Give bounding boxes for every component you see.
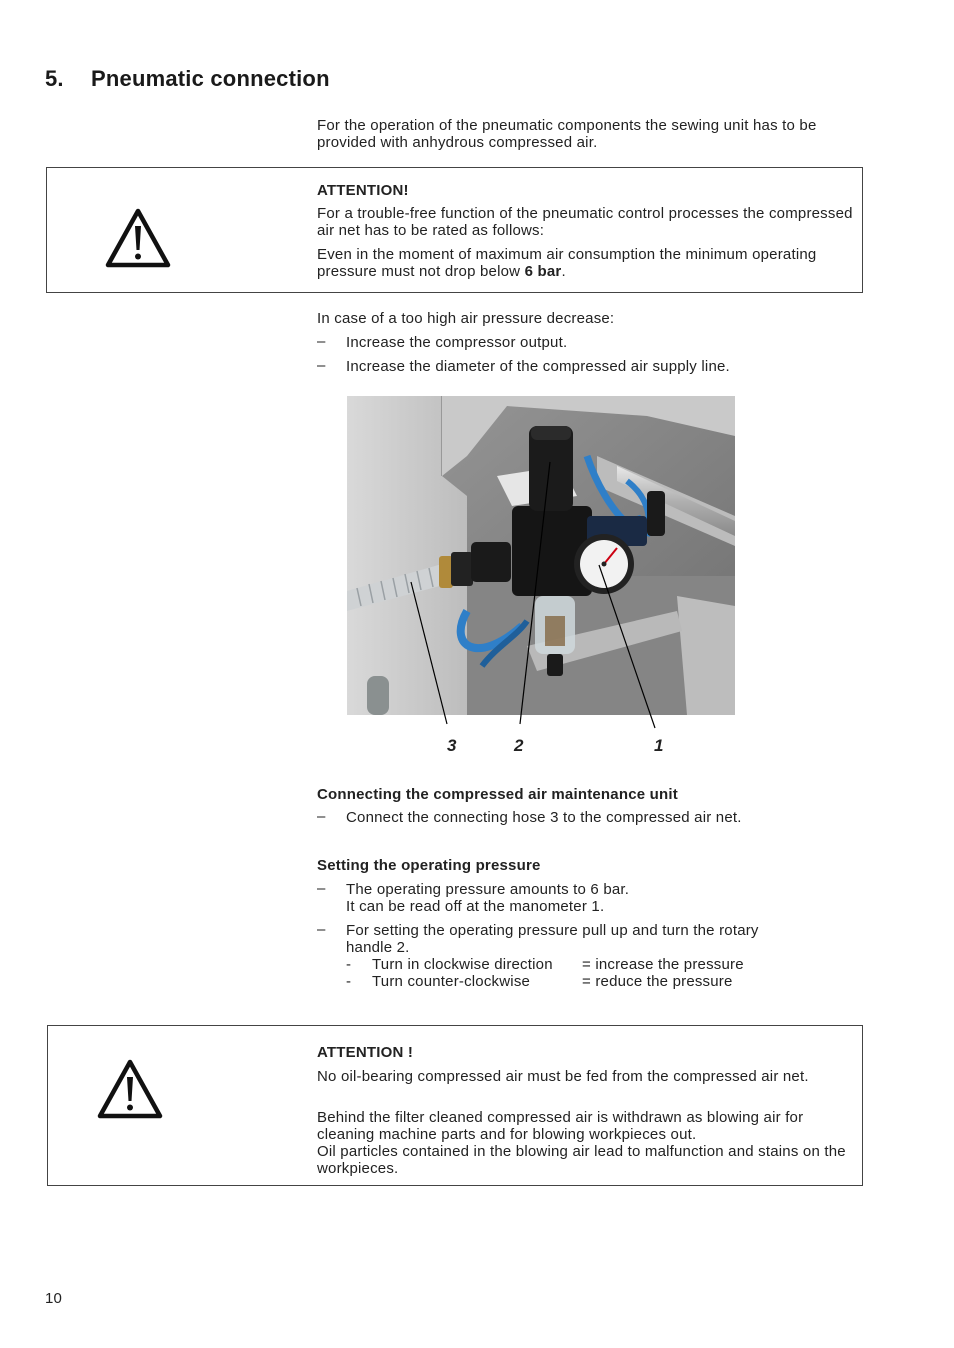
bullet-rotary-handle: For setting the operating pressure pull up and turn the rotary [346, 922, 759, 939]
attention-1-para-1: For a trouble-free function of the pneumatic control processes the compressed air net has to be rated as follows: [317, 205, 853, 239]
attention-1-title: ATTENTION! [317, 182, 409, 199]
bullet-operating-pressure: The operating pressure amounts to 6 bar. [346, 881, 630, 898]
maintenance-unit-photo [347, 396, 735, 715]
bullet-compressor-output: Increase the compressor output. [346, 334, 568, 351]
callout-1: 1 [654, 736, 664, 755]
setting-title: Setting the operating pressure [317, 857, 541, 874]
callout-2: 2 [514, 736, 524, 755]
sub-clockwise-label: Turn in clockwise direction [372, 956, 553, 973]
attention-2-para-1: No oil-bearing compressed air must be fed from the compressed air net. [317, 1068, 809, 1085]
pressure-value: 6 bar [524, 263, 562, 280]
sub-counter-value: = reduce the pressure [582, 973, 733, 990]
bullet-rotary-handle-cont: handle 2. [346, 939, 410, 956]
warning-triangle-icon [105, 208, 171, 268]
attention-1-para-2: Even in the moment of maximum air consumption the minimum operating pressure must not drop below 6 bar. [317, 246, 817, 280]
bullet-dash: – [317, 357, 326, 374]
bullet-supply-line: Increase the diameter of the compressed air supply line. [346, 358, 730, 375]
page-number: 10 [45, 1290, 63, 1307]
sub-clockwise-value: = increase the pressure [582, 956, 744, 973]
warning-triangle-icon [97, 1059, 163, 1119]
bullet-connect-hose: Connect the connecting hose 3 to the compressed air net. [346, 809, 742, 826]
attention-2-para-2: Behind the filter cleaned compressed air is withdrawn as blowing air for cleaning machine parts and for blowing workpieces out. [317, 1109, 804, 1143]
bullet-dash: – [317, 880, 326, 897]
bullet-dash: – [317, 333, 326, 350]
bullet-operating-pressure-cont: It can be read off at the manometer 1. [346, 898, 605, 915]
connecting-title: Connecting the compressed air maintenance unit [317, 786, 678, 803]
section-title: Pneumatic connection [91, 66, 330, 91]
sub-counter-label: Turn counter-clockwise [372, 973, 531, 990]
section-heading [45, 66, 330, 92]
bullet-dash: – [317, 808, 326, 825]
section-number: 5. [45, 66, 64, 91]
attention-2-title: ATTENTION ! [317, 1044, 414, 1061]
sub-marker: - [346, 973, 352, 990]
callout-3: 3 [447, 736, 457, 755]
bullet-dash: – [317, 921, 326, 938]
sub-marker: - [346, 956, 352, 973]
pressure-decrease-intro: In case of a too high air pressure decrease: [317, 310, 615, 327]
intro-paragraph: For the operation of the pneumatic components the sewing unit has to be provided with anhydrous compressed air. [317, 117, 817, 151]
attention-2-para-3: Oil particles contained in the blowing air lead to malfunction and stains on the workpieces. [317, 1143, 846, 1177]
